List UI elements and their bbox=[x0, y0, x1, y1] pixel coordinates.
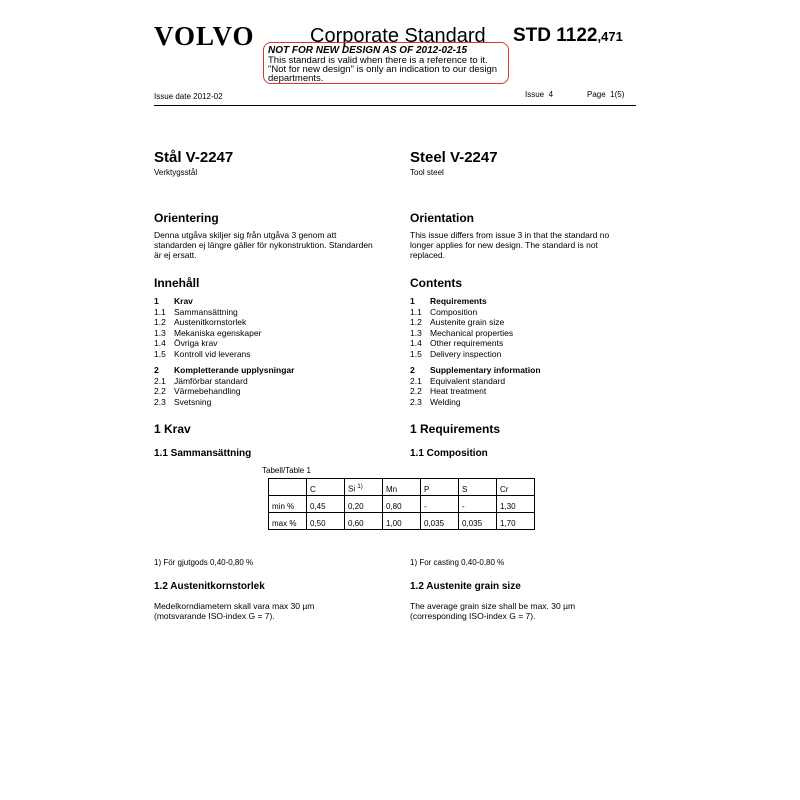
toc-label: Welding bbox=[430, 396, 461, 407]
toc-num: 1.2 bbox=[410, 317, 422, 327]
toc-label: Sammansättning bbox=[174, 306, 238, 317]
toc-num: 1.4 bbox=[410, 338, 422, 348]
toc-num: 1 bbox=[154, 296, 159, 306]
si-footnote-ref: 1) bbox=[357, 484, 363, 491]
grain-text-sv: Medelkorndiametern skall vara max 30 µm (motsvarande ISO-index G = 7). bbox=[154, 601, 315, 621]
toc-label: Other requirements bbox=[430, 338, 504, 348]
toc-en bbox=[410, 296, 541, 407]
table-cell: 0,20 bbox=[345, 496, 383, 513]
table-header-cell-si bbox=[345, 479, 383, 496]
toc-label: Värmebehandling bbox=[174, 386, 241, 396]
toc-item bbox=[154, 386, 294, 397]
toc-item bbox=[410, 386, 541, 397]
issue-date bbox=[154, 92, 223, 101]
toc-item bbox=[154, 328, 294, 339]
title-sv: Stål V-2247 bbox=[154, 149, 234, 166]
toc-item bbox=[410, 365, 541, 376]
standard-number bbox=[513, 24, 623, 49]
notice-title: NOT FOR NEW DESIGN AS OF 2012-02-15 bbox=[268, 45, 468, 56]
toc-item bbox=[154, 376, 294, 387]
contents-heading-sv: Innehåll bbox=[154, 276, 200, 290]
standard-number-suffix: ,471 bbox=[597, 29, 623, 44]
toc-label: Requirements bbox=[430, 296, 487, 306]
table-cell: - bbox=[421, 496, 459, 513]
toc-num: 2.1 bbox=[154, 375, 166, 386]
toc-num: 1.4 bbox=[154, 338, 166, 348]
toc-item bbox=[410, 328, 541, 339]
table-cell: min % bbox=[269, 496, 307, 513]
section-1-1-heading-sv: 1.1 Sammansättning bbox=[154, 448, 252, 459]
toc-item bbox=[154, 338, 294, 349]
toc-label: Krav bbox=[174, 296, 193, 306]
toc-num: 2.2 bbox=[154, 386, 166, 396]
table-header-cell: S bbox=[459, 479, 497, 496]
footnote-en: 1) For casting 0,40-0,80 % bbox=[410, 558, 505, 567]
toc-label: Delivery inspection bbox=[430, 348, 502, 359]
orientation-heading-sv: Orientering bbox=[154, 211, 219, 225]
toc-item bbox=[410, 296, 541, 307]
page-value: 1(5) bbox=[610, 90, 625, 99]
issue-number bbox=[525, 90, 553, 99]
table-header-cell: Cr bbox=[497, 479, 535, 496]
subtitle-en: Tool steel bbox=[410, 168, 444, 177]
table-header-cell: Mn bbox=[383, 479, 421, 496]
toc-label: Austenitkornstorlek bbox=[174, 317, 247, 327]
toc-label: Jämförbar standard bbox=[174, 375, 248, 386]
toc-label: Composition bbox=[430, 306, 478, 317]
table-row bbox=[269, 513, 535, 530]
contents-heading-en: Contents bbox=[410, 276, 462, 290]
toc-label: Mechanical properties bbox=[430, 327, 514, 338]
toc-item bbox=[154, 397, 294, 408]
composition-table bbox=[268, 478, 535, 530]
orientation-text-en: This issue differs from issue 3 in that the standard no longer applies for new design. The standard is not replaced. bbox=[410, 230, 610, 260]
table-header-row bbox=[269, 479, 535, 496]
table-cell: 0,035 bbox=[459, 513, 497, 530]
page-label: Page bbox=[587, 90, 606, 99]
section-1-1-heading-en: 1.1 Composition bbox=[410, 448, 488, 459]
toc-item bbox=[410, 376, 541, 387]
volvo-logo: VOLVO bbox=[154, 21, 255, 51]
table-cell: max % bbox=[269, 513, 307, 530]
toc-num: 1.1 bbox=[410, 306, 422, 317]
table-header-cell bbox=[269, 479, 307, 496]
toc-label: Austenite grain size bbox=[430, 317, 505, 327]
toc-label: Övriga krav bbox=[174, 338, 218, 348]
standard-number-main: STD 1122 bbox=[513, 25, 598, 46]
toc-label: Mekaniska egenskaper bbox=[174, 327, 262, 338]
toc-num: 1.5 bbox=[154, 348, 166, 359]
table-cell: 0,45 bbox=[307, 496, 345, 513]
toc-num: 1 bbox=[410, 296, 415, 306]
not-for-new-design-notice bbox=[263, 42, 509, 84]
table-cell: - bbox=[459, 496, 497, 513]
table-caption: Tabell/Table 1 bbox=[262, 466, 311, 475]
toc-label: Kontroll vid leverans bbox=[174, 348, 251, 359]
toc-item bbox=[154, 307, 294, 318]
grain-text-en: The average grain size shall be max. 30 µm (corresponding ISO-index G = 7). bbox=[410, 601, 576, 621]
header-divider bbox=[154, 105, 636, 106]
table-cell: 1,30 bbox=[497, 496, 535, 513]
table-header-cell: P bbox=[421, 479, 459, 496]
toc-label: Supplementary information bbox=[430, 365, 541, 375]
si-label: Si bbox=[348, 485, 356, 494]
toc-num: 1.1 bbox=[154, 306, 166, 317]
table-cell: 0,035 bbox=[421, 513, 459, 530]
table-cell: 1,70 bbox=[497, 513, 535, 530]
toc-sv bbox=[154, 296, 294, 407]
toc-label: Equivalent standard bbox=[430, 375, 506, 386]
section-1-2-heading-sv: 1.2 Austenitkornstorlek bbox=[154, 581, 265, 592]
toc-item bbox=[154, 349, 294, 360]
toc-item bbox=[410, 317, 541, 328]
table-header-cell: C bbox=[307, 479, 345, 496]
issue-value: 4 bbox=[548, 90, 554, 99]
issue-date-value: 2012-02 bbox=[193, 92, 223, 101]
toc-num: 1.3 bbox=[410, 327, 422, 338]
notice-body: This standard is valid when there is a reference to it. "Not for new design" is only an indication to our design departments. bbox=[268, 55, 498, 84]
toc-num: 2.3 bbox=[410, 396, 422, 407]
toc-item bbox=[410, 397, 541, 408]
document-type: Corporate Standard bbox=[310, 25, 486, 47]
orientation-heading-en: Orientation bbox=[410, 211, 475, 225]
toc-num: 2.1 bbox=[410, 375, 422, 386]
toc-item bbox=[410, 338, 541, 349]
toc-num: 1.3 bbox=[154, 327, 166, 338]
toc-num: 2 bbox=[410, 365, 415, 375]
table-cell: 0,60 bbox=[345, 513, 383, 530]
table-cell: 0,80 bbox=[383, 496, 421, 513]
toc-label: Heat treatment bbox=[430, 386, 487, 396]
table-row bbox=[269, 496, 535, 513]
section-1-heading-sv: 1 Krav bbox=[154, 422, 191, 436]
toc-item bbox=[410, 349, 541, 360]
toc-label: Kompletterande upplysningar bbox=[174, 365, 295, 375]
toc-num: 1.5 bbox=[410, 348, 422, 359]
toc-item bbox=[154, 296, 294, 307]
toc-label: Svetsning bbox=[174, 396, 212, 407]
footnote-sv: 1) För gjutgods 0,40-0,80 % bbox=[154, 558, 254, 567]
toc-item bbox=[154, 317, 294, 328]
table-cell: 0,50 bbox=[307, 513, 345, 530]
table-cell: 1,00 bbox=[383, 513, 421, 530]
toc-item bbox=[410, 307, 541, 318]
section-1-2-heading-en: 1.2 Austenite grain size bbox=[410, 581, 521, 592]
page-number bbox=[587, 90, 624, 99]
subtitle-sv: Verktygsstål bbox=[154, 168, 198, 177]
section-1-heading-en: 1 Requirements bbox=[410, 422, 501, 436]
toc-num: 2 bbox=[154, 365, 159, 375]
toc-num: 2.2 bbox=[410, 386, 422, 396]
issue-date-label: Issue date bbox=[154, 92, 191, 101]
orientation-text-sv: Denna utgåva skiljer sig från utgåva 3 genom att standarden ej längre gäller för nykonstruktion. Standarden är ej ersatt. bbox=[154, 230, 373, 260]
toc-num: 2.3 bbox=[154, 396, 166, 407]
toc-item bbox=[154, 365, 294, 376]
issue-label: Issue bbox=[525, 90, 545, 99]
title-en: Steel V-2247 bbox=[410, 149, 498, 166]
toc-num: 1.2 bbox=[154, 317, 166, 327]
